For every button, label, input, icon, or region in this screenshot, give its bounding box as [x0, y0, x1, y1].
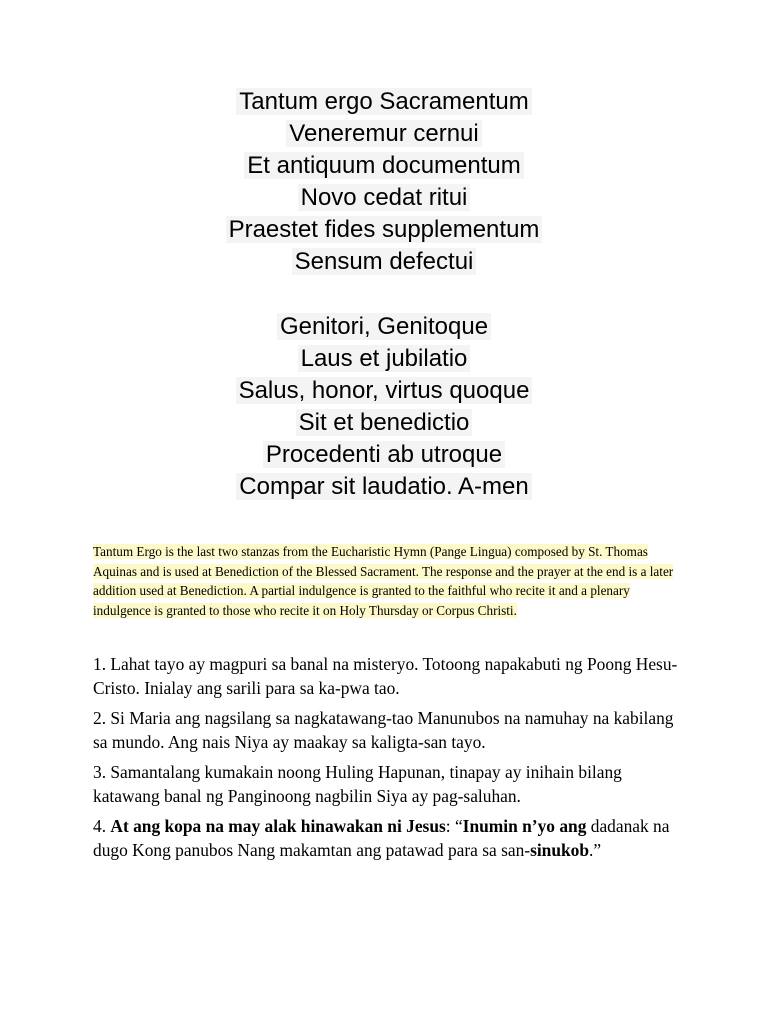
verse-text: dadanak na dugo Kong panubos Nang makamtan ang patawad para sa san- — [93, 816, 670, 860]
hymn-line — [0, 439, 768, 471]
verse-1: 1. Lahat tayo ay magpuri sa banal na misteryo. Totoong napakabuti ng Poong Hesu-Cristo. Inialay ang sarili para sa ka-pwa tao. — [93, 654, 678, 698]
hymn-stanza-1 — [0, 86, 768, 278]
hymn-line — [0, 150, 768, 182]
hymn-line-text: Sensum defectui — [292, 248, 477, 275]
hymn-line-text: Sit et benedictio — [296, 409, 473, 436]
hymn-line — [0, 311, 768, 343]
verse-bold-text: Inumin n’yo ang — [462, 816, 587, 836]
hymn-line — [0, 407, 768, 439]
hymn-line-text: Novo cedat ritui — [298, 184, 471, 211]
verse-bold-text: At ang kopa na may alak hinawakan ni Jesus — [110, 816, 446, 836]
hymn-line-text: Genitori, Genitoque — [277, 313, 491, 340]
hymn-line — [0, 246, 768, 278]
hymn-line-text: Procedenti ab utroque — [263, 441, 505, 468]
verse-4 — [93, 814, 683, 862]
hymn-line — [0, 118, 768, 150]
hymn-line-text: Veneremur cernui — [286, 120, 481, 147]
hymn-line-text: Salus, honor, virtus quoque — [236, 377, 533, 404]
explanatory-note — [93, 542, 678, 620]
hymn-line — [0, 471, 768, 503]
verse-text: .” — [589, 840, 602, 860]
hymn-line — [0, 375, 768, 407]
hymn-stanza-2 — [0, 311, 768, 503]
hymn-line-text: Tantum ergo Sacramentum — [236, 88, 531, 115]
tagalog-verses — [93, 652, 683, 868]
verse-number: 4. — [93, 816, 107, 836]
hymn-line — [0, 214, 768, 246]
verse-3: 3. Samantalang kumakain noong Huling Hapunan, tinapay ay inihain bilang katawang banal ng Panginoong nagbilin Siya ay pag-saluhan. — [93, 762, 622, 806]
hymn-line — [0, 343, 768, 375]
verse-2: 2. Si Maria ang nagsilang sa nagkatawang-tao Manunubos na namuhay na kabilang sa mundo. Ang nais Niya ay maakay sa kaligta-san tayo. — [93, 708, 674, 752]
verse-bold-text: sinukob — [530, 840, 590, 860]
hymn-line-text: Compar sit laudatio. A-men — [236, 473, 531, 500]
hymn-line-text: Laus et jubilatio — [298, 345, 471, 372]
hymn-line-text: Praestet fides supplementum — [226, 216, 543, 243]
hymn-line-text: Et antiquum documentum — [244, 152, 523, 179]
hymn-line — [0, 182, 768, 214]
hymn-line — [0, 86, 768, 118]
verse-text: : “ — [445, 816, 463, 836]
highlighted-note-text: Tantum Ergo is the last two stanzas from the Eucharistic Hymn (Pange Lingua) composed by St. Thomas Aquinas and is used at Benediction of the Blessed Sacrament. The response and the prayer at the end is a later addition used at Benediction. A partial indulgence is granted to the faithful who recite it and a plenary indulgence is granted to those who recite it on Holy Thursday or Corpus Christi. — [93, 544, 674, 618]
